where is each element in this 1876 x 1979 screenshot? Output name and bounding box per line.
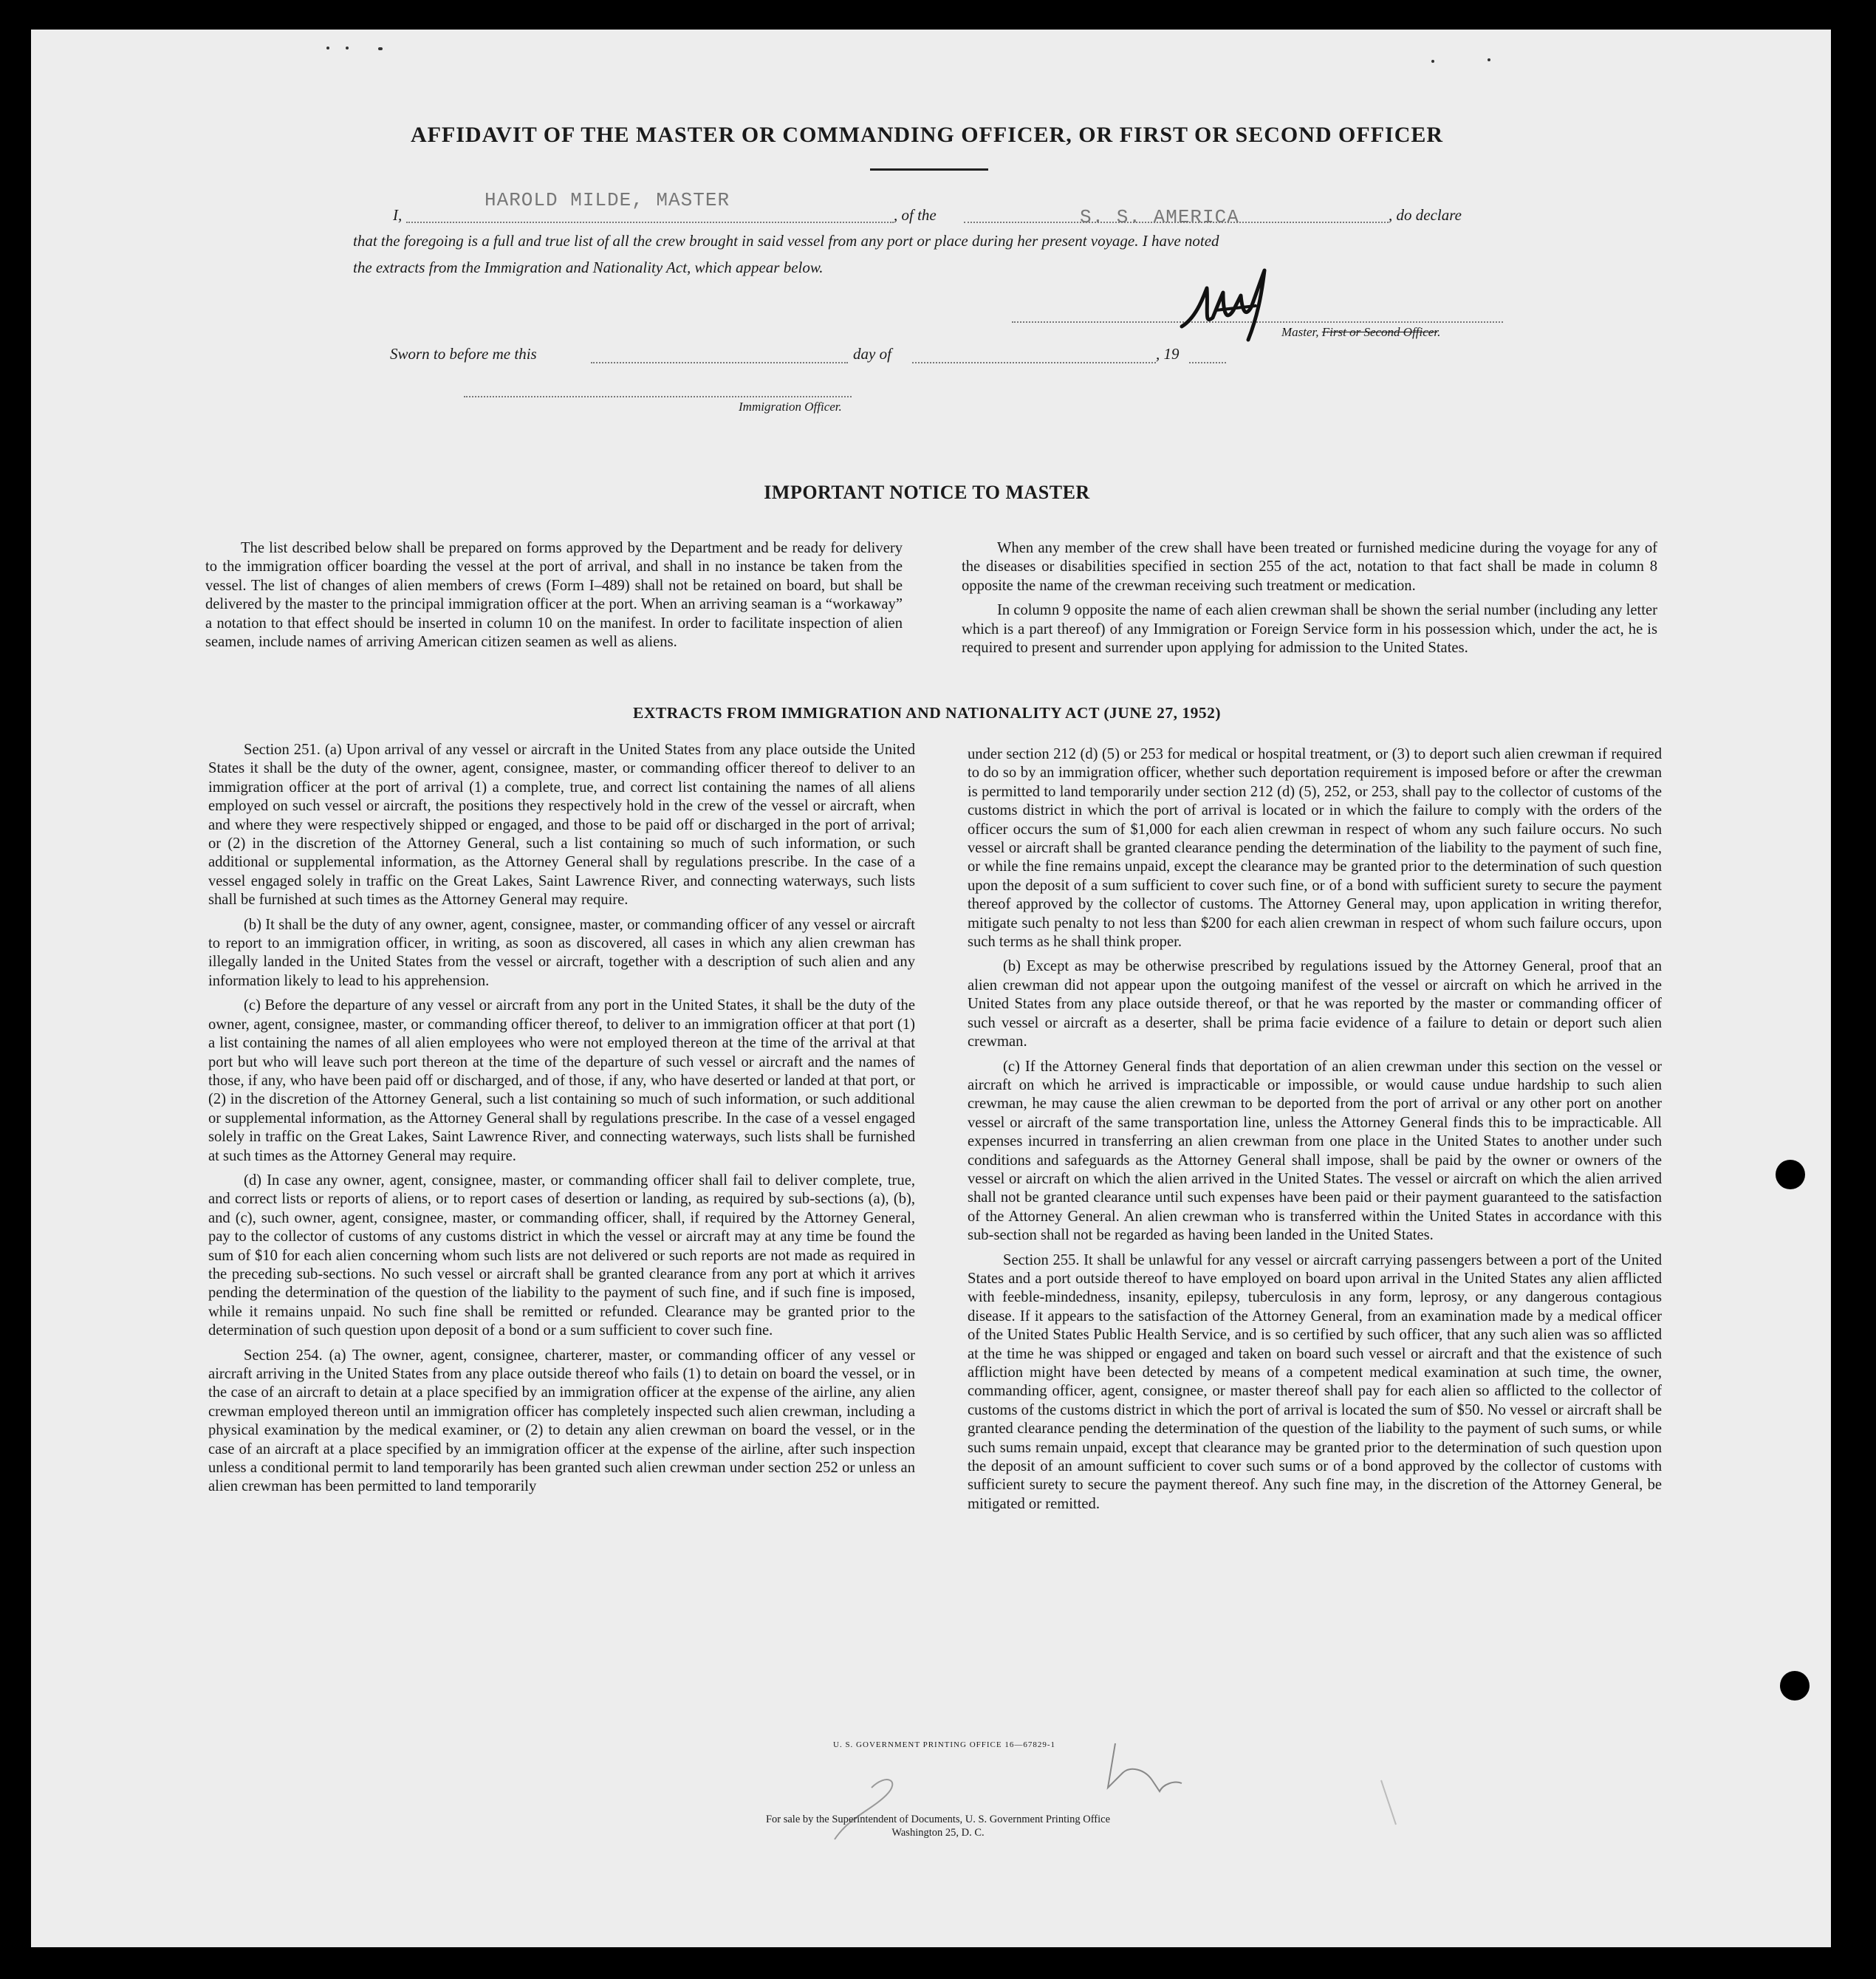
day-of-label: day of bbox=[853, 345, 891, 363]
sale-notice-line-1: For sale by the Superintendent of Documents, U. S. Government Printing Office bbox=[765, 1814, 1111, 1825]
section-251-b: (b) It shall be the duty of any owner, agent, consignee, master, or commanding officer of any vessel or aircraft to report to an immigration officer, in writing, as soon as discovered, all cases in which any alien crewman has illegally landed in the United States from the vessel or aircraft, together with a description of such alien and any information likely to lead to his apprehension. bbox=[208, 916, 915, 989]
handwritten-signature bbox=[1174, 266, 1293, 347]
month-blank bbox=[912, 362, 1156, 363]
sale-notice-line-2: Washington 25, D. C. bbox=[891, 1827, 985, 1839]
declaration-statement-2: the extracts from the Immigration and Nationality Act, which appear below. bbox=[353, 259, 824, 276]
declarant-blank bbox=[406, 222, 894, 223]
struck-officer-caption: First or Second Officer bbox=[1321, 325, 1438, 339]
title-divider bbox=[870, 168, 988, 171]
scan-speck bbox=[326, 47, 329, 49]
affidavit-title: AFFIDAVIT OF THE MASTER OR COMMANDING OFFICER, OR FIRST OR SECOND OFFICER bbox=[410, 123, 1444, 147]
declarant-name: HAROLD MILDE, MASTER bbox=[485, 189, 730, 211]
declarant-prefix: I, bbox=[393, 206, 403, 224]
do-declare-label: , do declare bbox=[1389, 206, 1462, 224]
section-254-c: (c) If the Attorney General finds that deportation of an alien crewman under this section on the vessel or aircraft on which he arrived is impracticable or impossible, or would cause undue hardship to such alien crewman, he may cause the alien crewman to be deported from the port of arrival or any other port on another vessel or aircraft of the same transportation line, unless the Attorney General finds this to be impracticable. All expenses incurred in transferring an alien crewman from one place in the United States to another under such conditions and safeguards as the Attorney General shall impose, shall be paid by the owner or owners of the vessel or aircraft on which the alien arrived in the United States. The vessel or aircraft on which the alien arrived shall not be granted clearance until such expenses have been paid or their payment guaranteed to the satisfaction of the Attorney General. An alien crewman who is transferred within the United States in accordance with this sub-section shall not be regarded as having been landed in the United States. bbox=[968, 1058, 1662, 1244]
declaration-statement-1: that the foregoing is a full and true list of all the crew brought in said vessel from any port or place during her present voyage. I have noted bbox=[353, 232, 1219, 250]
extracts-right-column bbox=[968, 745, 1662, 1520]
notice-right-column bbox=[962, 539, 1657, 663]
scan-speck bbox=[346, 47, 349, 49]
immigration-officer-label: Immigration Officer. bbox=[739, 400, 842, 414]
section-251-a: Section 251. (a) Upon arrival of any vessel or aircraft in the United States from any place outside the United States it shall be the duty of the owner, agent, consignee, master, or commanding officer thereof to deliver to an immigration officer at the port of arrival (1) a complete, true, and correct list containing the names of all aliens employed on such vessel or aircraft, the positions they respectively hold in the crew of the vessel or aircraft, when and where they were respectively shipped or engaged, and those to be paid off or discharged in the port of arrival; or (2) in the discretion of the Attorney General, such a list containing so much of such information, or such additional or supplemental information, as the Attorney General shall by regulations prescribe. In the case of a vessel engaged solely in traffic on the Great Lakes, Saint Lawrence River, and connecting waterways, such lists shall be furnished at such times as the Attorney General may require. bbox=[208, 742, 915, 909]
year-label: , 19 bbox=[1156, 345, 1180, 363]
extracts-left-column bbox=[208, 741, 915, 1503]
of-the-label: , of the bbox=[894, 206, 937, 224]
year-blank bbox=[1189, 362, 1226, 363]
section-255: Section 255. It shall be unlawful for any vessel or aircraft carrying passengers between a port of the United States and a port outside thereof to have employed on board upon arrival in the United States any alien afflicted with feeble-mindedness, insanity, epilepsy, tuberculosis in any form, leprosy, or any dangerous contagious disease. If it appears to the satisfaction of the Attorney General, from an examination made by a medical officer of the United States Public Health Service, and is so certified by such officer, that any such alien was so afflicted at the time he was shipped or engaged and taken on board such vessel or aircraft and that the existence of such affliction might have been detected by means of a competent medical examination at such time, the owner, commanding officer, agent, consignee, or master thereof shall pay for each alien so afflicted to the collector of customs of the customs district in which the port of arrival is located the sum of $50. No vessel or aircraft shall be granted clearance pending the determination of the question of the liability to the payment of such sums, or while such sums remain unpaid, except that clearance may be granted prior to the determination of such question upon the deposit of an amount sufficient to cover such sums or of a bond approved by the collector of customs with sufficient surety to secure the payment thereof. Any such fine may, in the discretion of the Attorney General, be mitigated or remitted. bbox=[968, 1251, 1662, 1512]
signature-caption bbox=[1281, 325, 1440, 340]
officer-signature-line bbox=[464, 396, 852, 397]
notice-heading: IMPORTANT NOTICE TO MASTER bbox=[764, 482, 1090, 503]
punch-hole bbox=[1780, 1671, 1810, 1701]
punch-hole bbox=[1776, 1160, 1805, 1189]
notice-left-column bbox=[205, 539, 903, 657]
sworn-label: Sworn to before me this bbox=[390, 345, 537, 363]
sale-notice bbox=[0, 1813, 1876, 1839]
scan-speck bbox=[1488, 58, 1490, 61]
scan-speck bbox=[1431, 60, 1434, 63]
vessel-name: S. S. AMERICA bbox=[1080, 206, 1239, 228]
print-code: U. S. GOVERNMENT PRINTING OFFICE 16—67829-1 bbox=[833, 1740, 1056, 1749]
section-251-c: (c) Before the departure of any vessel or aircraft from any port in the United States, it shall be the duty of the owner, agent, consignee, master, or commanding officer thereof, to deliver to an immigration officer at that port (1) a list containing the names of all alien employees who were not employed thereon at the time of the arrival at that port but who will leave such port thereon at the time of the departure of such vessel or aircraft and the names of those, if any, who have been paid off or discharged, and of those, if any, who have deserted or landed at that port, or (2) in the discretion of the Attorney General, such a list containing so much of such information, or such additional or supplemental information, as the Attorney General shall by regulations prescribe. In the case of a vessel engaged solely in traffic on the Great Lakes, Saint Lawrence River, and connecting waterways, such lists shall be furnished at such times as the Attorney General may require. bbox=[208, 997, 915, 1164]
section-251-d: (d) In case any owner, agent, consignee, master, or commanding officer shall fail to deliver complete, true, and correct lists or reports of aliens, or to report cases of desertion or landing, as required by sub-sections (a), (b), and (c), such owner, agent, consignee, master, or commanding officer, shall, if required by the Attorney General, pay to the collector of customs of any customs district in which the vessel or aircraft may at any time be found the sum of $10 for each alien concerning whom such lists are not delivered or such reports are not made as required in the preceding sub-sections. No such vessel or aircraft shall be granted clearance from any port at which it arrives pending the determination of the question of the liability to the payment of such fine, and if such fine is imposed, while it remains unpaid. No such fine shall be remitted or refunded. Clearance may be granted prior to the determination of such question upon deposit of a bond or a sum sufficient to cover such fine. bbox=[208, 1172, 915, 1339]
notice-right-paragraph-2: In column 9 opposite the name of each alien crewman shall be shown the serial number (including any letter which is a part thereof) of any Immigration or Foreign Service form in his possession which, under the act, he is required to present and surrender upon applying for admission to the United States. bbox=[962, 602, 1657, 657]
notice-right-paragraph-1: When any member of the crew shall have been treated or furnished medicine during the voyage for any of the diseases or disabilities specified in section 255 of the act, notation to that fact shall be made in column 8 opposite the name of the crewman receiving such treatment or medication. bbox=[962, 540, 1657, 594]
section-254-b: (b) Except as may be otherwise prescribed by regulations issued by the Attorney General, proof that an alien crewman did not appear upon the outgoing manifest of the vessel or aircraft on which he arrived in the United States from any place outside thereof, or that he was reported by the master or commanding officer of such vessel or aircraft as a deserter, shall be prima facie evidence of a failure to detain or deport such alien crewman. bbox=[968, 958, 1662, 1050]
master-caption: Master, bbox=[1281, 325, 1319, 339]
extracts-heading: EXTRACTS FROM IMMIGRATION AND NATIONALITY ACT (JUNE 27, 1952) bbox=[633, 704, 1221, 722]
caption-period: . bbox=[1437, 325, 1441, 339]
scan-speck bbox=[378, 47, 383, 50]
day-blank bbox=[591, 362, 848, 363]
notice-left-paragraph: The list described below shall be prepared on forms approved by the Department and be ready for delivery to the immigration officer boarding the vessel at the port of arrival, and shall in no instance be taken from the vessel. The list of changes of alien members of crews (Form I–489) shall not be retained on board, but shall be delivered by the master to the principal immigration officer at the port. When an arriving seaman is a “workaway” a notation to that effect should be inserted in column 10 on the manifest. In order to facilitate inspection of alien seamen, include names of arriving American citizen seamen as well as aliens. bbox=[205, 540, 903, 651]
section-254-a-continued: under section 212 (d) (5) or 253 for medical or hospital treatment, or (3) to deport such alien crewman if required to do so by an immigration officer, whether such deportation requirement is imposed before or after the crewman is permitted to land temporarily under section 212 (d) (5), 252, or 253, shall pay to the collector of customs of the customs district in which the port of arrival is located or in which the failure to comply with the orders of the officer occurs the sum of $1,000 for each alien crewman in respect of whom any such failure occurs. No such vessel or aircraft shall be granted clearance pending the determination of the liability to the payment of such fine, or while the fine remains unpaid, except the clearance may be granted prior to the determination of such question upon the deposit of a sum sufficient to cover such fine, or of a bond with sufficient surety to secure the payment thereof approved by the collector of customs. The Attorney General may, upon application in writing therefor, mitigate such penalty to not less than $200 for each alien crewman in respect of whom such failure occurs, upon such terms as he shall think proper. bbox=[968, 746, 1662, 951]
section-254-a: Section 254. (a) The owner, agent, consignee, charterer, master, or commanding officer of any vessel or aircraft arriving in the United States from any place outside thereof who fails (1) to detain on board the vessel, or in the case of an aircraft to detain at a place specified by an immigration officer at the expense of the airline, any alien crewman employed thereon until an immigration officer has completely inspected such alien crewman, including a physical examination by the medical examiner, or (2) to detain any alien crewman on board the vessel, or in the case of an aircraft at a place specified by an immigration officer at the expense of the airline, after such inspection unless a conditional permit to land temporarily has been granted such alien crewman under section 252 or unless an alien crewman has been permitted to land temporarily bbox=[208, 1347, 915, 1495]
